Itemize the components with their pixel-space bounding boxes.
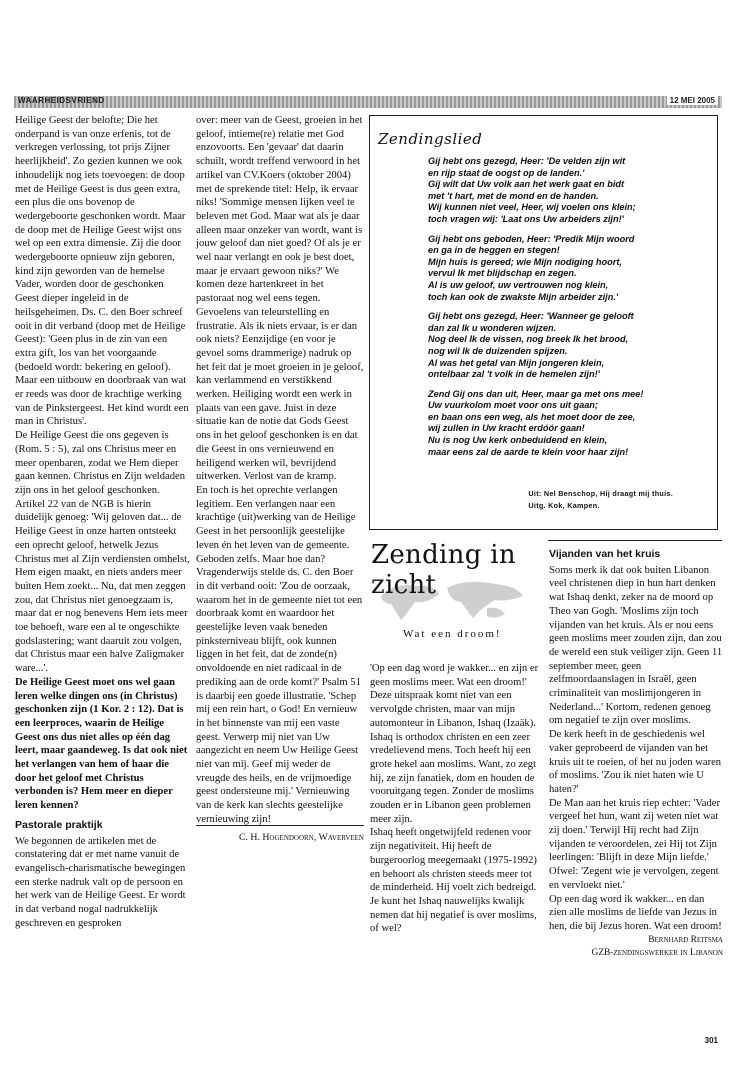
poem-line: toch kan ook de zwakste Mijn arbeider zijn.': [428, 291, 619, 302]
poem-line: maar eens zal de aarde te klein voor haar zijn!: [428, 446, 629, 457]
poem-stanza: [428, 311, 713, 381]
poem-line: ontelbaar zal 't volk in de hemelen zijn!': [428, 369, 600, 380]
poem-line: Gij wilt dat Uw volk aan het werk gaat en bidt: [428, 179, 625, 190]
section-heading: Vijanden van het kruis: [549, 548, 661, 560]
divider: [548, 540, 722, 541]
paragraph: 'Op een dag word je wakker... en zijn er geen moslims meer. Wat een droom!': [370, 663, 539, 688]
paragraph: De Heilige Geest die ons gegeven is (Rom. 5 : 5), zal ons Christus meer en meer openbaren, zodat we Hem dieper gaan kennen. Christus en Zijn weldaden zijn ons in het geloof geschonken. Artikel 22 van de NGB is hierin duidelijk genoeg: 'Wij geloven dat... de Heilige Geest in onze harten ontsteekt een oprecht geloof, hetwelk Jezus Christus met al Zijn verdiensten omhelst, Hem eigen maakt, en niets anders meer buiten Hem zoekt... Nu, dat men zeggen zou, dat Christus niet genoegzaam is, maar dat er nog benevens Hem iets meer toe behoeft, ware een al te ongeschikte godslastering; want daaruit zou volgen, dat Christus maar een halve Zaligmaker ware...'.: [15, 430, 190, 675]
poem-line: dan zal Ik u wonderen wijzen.: [428, 322, 557, 333]
poem-line: Uw vuurkolom moet voor ons uit gaan;: [428, 400, 598, 411]
poem-line: met 't hart, met de mond en de handen.: [428, 190, 599, 201]
author-signature: C. H. Hogendoorn, Waverveen: [238, 831, 364, 843]
column-2: [196, 114, 364, 844]
poem-title: Zendingslied: [378, 130, 483, 148]
divider: [196, 825, 364, 826]
poem-line: toch vragen wij: 'Laat ons Uw arbeiders zijn!': [428, 213, 624, 224]
paragraph: Ishaq heeft ongetwijfeld redenen voor zijn negativiteit. Hij heeft de burgeroorlog meegemaakt (1975-1992) en behoort als christen steeds meer tot de minderheid. Hij voelt zich bedreigd. Je kunt het Ishaq nauwelijks kwalijk nemen dat hij negatief is over moslims, of wel?: [370, 827, 537, 935]
poem-line: wij zullen in Uw kracht erdóór gaan!: [428, 423, 585, 434]
paragraph: De Heilige Geest moet ons wel gaan leren welke dingen ons (in Christus) geschonken zijn (1 Kor. 2 : 12). Dat is een leerproces, waarin de Heilige Geest ons dus niet alles op één dag leert, maar gaandeweg. Is dat ook niet het verlangen van hem of haar die door het geloof met Christus verbonden is? Hem meer en dieper leren kennen?: [15, 676, 188, 812]
poem-line: Gij hebt ons gezegd, Heer: 'De velden zijn wit: [428, 156, 626, 166]
poem-stanza: [428, 234, 713, 304]
poem-line: en rijp staat de oogst op de landen.': [428, 167, 585, 178]
poem-line: Mijn huis is gereed; wie Mijn nodiging hoort,: [428, 256, 622, 267]
column-1: [15, 114, 190, 930]
author-role: GZB-zendingswerker in Libanon: [591, 947, 723, 958]
credit-line: Uit: Nel Benschop, Hij draagt mij thuis.: [528, 489, 673, 498]
column-4: [549, 548, 723, 960]
poem-credit: [528, 488, 673, 512]
paragraph: Heilige Geest der belofte; Die het onderpand is van onze erfenis, tot de verkregen verlossing, tot prijs Zijner heerlijkheid'. Zo gezien kunnen we ook inhoudelijk nog iets toevoegen: de doop met de Heilige Geest is dus geen extra, een plus die ons bovenop de wedergeboorte geschonken wordt. Maar de doop met de Heilige Geest wijst ons wel op een extra dimensie. Zij die door wedergeboorte opnieuw zijn geboren, kind zijn geworden van de hemelse Vader, worden door de geschonken Geest dieper ingeleid in de heilsgeheimen. Ds. C. den Boer schreef ooit in dit verband (doop met de Heilige Geest): 'Geen plus in de zin van een extra gift, los van het voorgaande (bedoeld wordt: bekering en geloof). Maar een uitbouw en doorbraak van wat er reeds was door de krachtige werking van de Pinkstergeest. Het kind wordt een man in Christus'.: [15, 115, 189, 428]
issue-date: 12 MEI 2005: [667, 96, 718, 105]
poem-line: en baan ons een weg, als het moet door de zee,: [428, 411, 636, 422]
page-number: 301: [704, 1036, 718, 1045]
page-header-bar: [14, 96, 722, 108]
paragraph: De kerk heeft in de geschiedenis wel vaker geprobeerd de vijanden van het kruis uit te roeien, of het nu joden waren of moslims. 'Zou ik niet haten wie U haten?': [549, 729, 722, 795]
poem-line: Nu is nog Uw kerk onbeduidend en klein,: [428, 435, 608, 446]
poem-box: [369, 115, 718, 530]
poem-line: Al was het getal van Mijn jongeren klein,: [428, 357, 605, 368]
section-heading: Pastorale praktijk: [15, 818, 103, 831]
paragraph: De Man aan het kruis riep echter: 'Vader vergeef het hun, want zij weten niet wat zij doen.' Terwijl Hij recht had Zijn vijanden te veroordelen, zei Hij tot Zijn leerlingen: 'Blijft in deze Mijn liefde.' Ofwel: 'Zegent wie je vervolgen, zegent en vervloekt niet.': [549, 797, 721, 891]
poem-line: Al is uw geloof, uw vertrouwen nog klein,: [428, 279, 609, 290]
poem-line: Gij hebt ons gezegd, Heer: 'Wanneer ge gelooft: [428, 311, 634, 322]
paragraph: En toch is het oprechte verlangen legitiem. Een verlangen naar een krachtige (uit)werking van de Heilige Geest in het persoonlijk geestelijke leven én het leven van de gemeente. Geboden zelfs. Maar hoe dan? Vragenderwijs stelde ds. C. den Boer in dit verband ooit: 'Zou de oorzaak, waarom het in de gemeente niet tot een doorbraak komt en waardoor het geestelijke leven vaak beneden pinksterniveau blijft, ook kunnen liggen in het feit, dat de zonde(n) onvoldoende en niet radicaal in de prediking aan de orde komt?' Psalm 51 is daarbij een goede illustratie. 'Schep mij een rein hart, o God! En vernieuw in het binnenste van mij een vaste geest. Verwerp mij niet van Uw aangezicht en neem Uw Heilige Geest niet van mij. Geef mij weder de vreugde des heils, en de vrijmoedige geest ondersteune mij.' Vernieuwing van de kerk kan slechts geestelijke vernieuwing zijn!: [196, 484, 363, 825]
publication-name: WAARHEIDSVRIEND: [18, 96, 105, 105]
poem-line: nog wil Ik de duizenden spijzen.: [428, 345, 568, 356]
poem-body: [428, 156, 713, 466]
poem-line: Zend Gij ons dan uit, Heer, maar ga met ons mee!: [428, 388, 644, 399]
poem-line: Wij kunnen niet veel, Heer, wij voelen ons klein;: [428, 202, 636, 213]
poem-line: Nog deel Ik de vissen, nog breek Ik het brood,: [428, 334, 629, 345]
zending-heading-block: [371, 540, 541, 650]
paragraph: Deze uitspraak komt niet van een vervolgde christen, maar van mijn automonteur in Libanon, Ishaq (Izaäk). Ishaq is orthodox christen en een zeer vredelievend mens. Toch heeft hij een grote hekel aan moslims. Want, zo zegt hij, ze zijn fanatiek, dom en houden de vooruitgang tegen. Zonder de moslims zouden er in Libanon geen problemen meer zijn.: [370, 690, 537, 825]
section-title: Zending in zicht: [371, 540, 516, 600]
poem-stanza: [428, 389, 713, 459]
paragraph: We begonnen de artikelen met de constatering dat er met name vanuit de evangelisch-charismatische bewegingen een sterke nadruk valt op de persoon en het werk van de Heilige Geest. Er wordt in dat verband nogal nadrukkelijk geschreven en gesproken: [15, 835, 186, 929]
poem-stanza: [428, 156, 713, 226]
section-subtitle: Wat een droom!: [403, 628, 502, 640]
poem-line: en ga in de heggen en stegen!: [428, 245, 560, 256]
column-3: [370, 662, 540, 936]
credit-line: Uitg. Kok, Kampen.: [528, 501, 600, 510]
poem-line: vervul Ik met blijdschap en zegen.: [428, 268, 577, 279]
paragraph: Op een dag word ik wakker... en dan zien alle moslims de liefde van Jezus in hen, die bij Jezus horen. Wat een droom!: [549, 893, 722, 932]
paragraph: over: meer van de Geest, groeien in het geloof, intieme(re) relatie met God enzovoorts. Een 'gevaar' dat daarin schuilt, wordt treffend verwoord in het artikel van CV.Koers (oktober 2004) met de sprekende titel: Help, ik ervaar niks! 'Sommige mensen lijken veel te beleven met God. Maar wat als je daar alleen maar onzeker van wordt, want is jouw geloof dan niet goed? Of als je er wel naar verlangt en ook je best doet, maar je ervaart gewoon niks?' We komen deze hartenkreet in het pastoraat nog wel eens tegen. Gevoelens van teleurstelling en frustratie. Als ik niets ervaar, is er dan ook niets? Eenzijdige (en voor je gevoel soms drammerige) nadruk op het feit dat je moet groeien in je geloof, kan verlammend en verstikkend werken. Heiliging wordt een werk in plaats van een gave. Juist in deze situatie kan de notie dat Gods Geest ons in het geloof geschonken is en dat die Geest in ons vernieuwend en heiligend werken wil, bevrijdend uitwerken. Verlost van de kramp.: [196, 115, 364, 483]
paragraph: Soms merk ik dat ook buiten Libanon veel christenen diep in hun hart denken wat Ishaq denkt, zeker na de moord op Theo van Gogh. 'Moslims zijn toch vijanden van het kruis. Als er nou eens geen moslims meer zouden zijn, dan zou de wereld een stuk veiliger zijn. Geen 11 september meer, geen zelfmoordaanslagen in Israël, geen criminaliteit van moslimjongeren in Nederland...' Kortom, redenen genoeg om negatief te zijn over moslims.: [549, 564, 723, 727]
poem-line: Gij hebt ons geboden, Heer: 'Predik Mijn woord: [428, 233, 635, 244]
author-signature: Bernhard Reitsma: [648, 934, 723, 945]
